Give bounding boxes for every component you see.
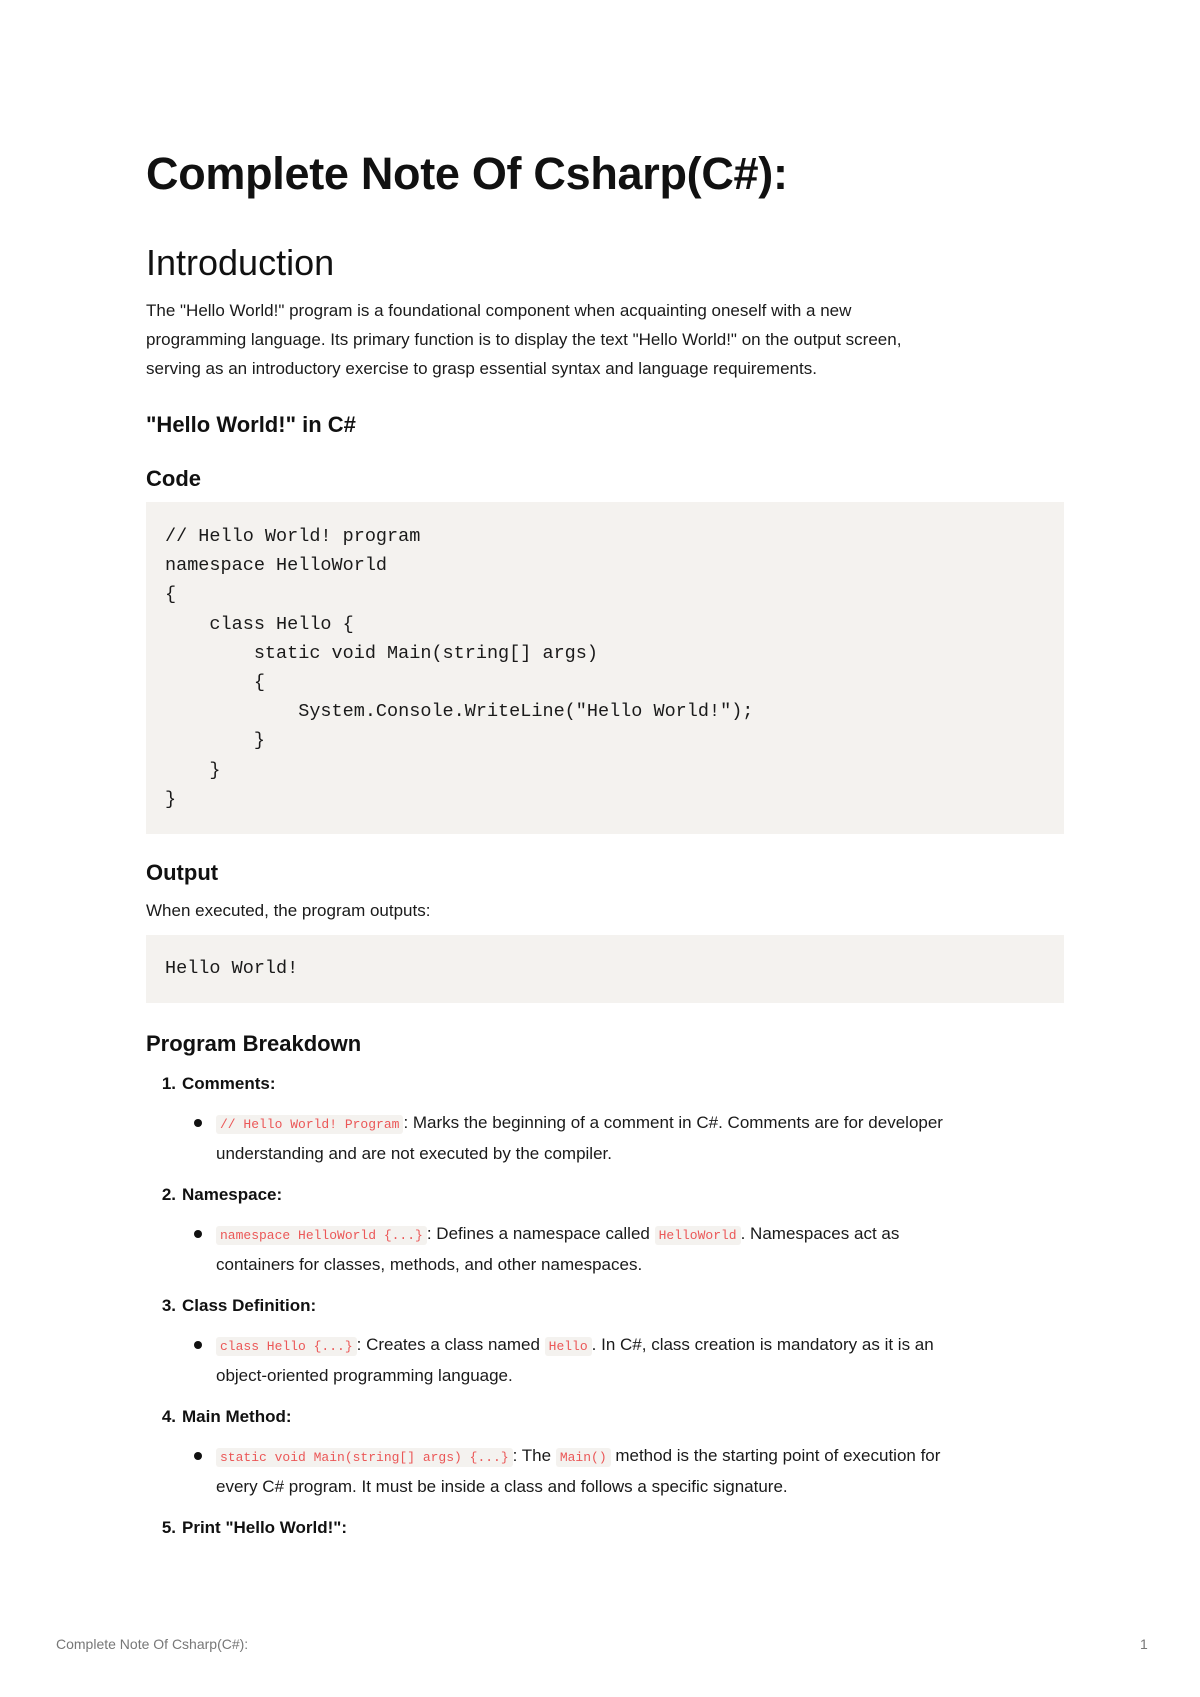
item-description — [216, 1441, 1046, 1501]
item-text: . Namespaces act as — [740, 1224, 900, 1243]
code-line: namespace HelloWorld — [165, 555, 388, 577]
item-title: Namespace: — [182, 1185, 283, 1204]
item-description — [216, 1219, 1046, 1279]
code-line: static void Main(string[] args) — [165, 642, 598, 664]
item-text: method is the starting point of execution for — [610, 1446, 941, 1465]
item-text: : Marks the beginning of a comment in C#. Comments are for developer — [403, 1113, 943, 1132]
code-line: { — [165, 584, 177, 606]
footer-page-number: 1 — [1140, 1636, 1148, 1652]
bullet-icon — [194, 1452, 202, 1460]
code-heading: Code — [146, 466, 201, 491]
code-line: } — [165, 730, 265, 752]
output-code-line: Hello World! — [165, 958, 299, 979]
item-text: : Defines a namespace called — [426, 1224, 655, 1243]
inline-code: Main() — [556, 1448, 611, 1467]
item-description — [216, 1330, 1046, 1390]
output-description: When executed, the program outputs: — [146, 901, 431, 920]
hello-world-heading: "Hello World!" in C# — [146, 412, 356, 437]
page-title: Complete Note Of Csharp(C#): — [146, 148, 788, 199]
item-text: understanding and are not executed by the compiler. — [216, 1144, 612, 1163]
breakdown-heading: Program Breakdown — [146, 1031, 362, 1056]
code-line: class Hello { — [165, 613, 354, 635]
code-line: { — [165, 671, 265, 693]
item-text: object-oriented programming language. — [216, 1366, 513, 1385]
code-line: } — [165, 788, 177, 810]
bullet-icon — [194, 1230, 202, 1238]
item-text: every C# program. It must be inside a class and follows a specific signature. — [216, 1477, 788, 1496]
bullet-icon — [194, 1341, 202, 1349]
item-text: . In C#, class creation is mandatory as it is an — [591, 1335, 934, 1354]
intro-paragraph — [146, 296, 901, 383]
inline-code: class Hello {...} — [216, 1337, 357, 1356]
item-description — [216, 1108, 1046, 1168]
output-heading: Output — [146, 860, 219, 885]
item-number: 4. — [161, 1407, 176, 1426]
item-title: Print "Hello World!": — [182, 1518, 348, 1537]
item-title: Main Method: — [182, 1407, 292, 1426]
intro-line: serving as an introductory exercise to grasp essential syntax and language requirements. — [146, 359, 817, 378]
item-text: containers for classes, methods, and other namespaces. — [216, 1255, 643, 1274]
item-number: 3. — [161, 1296, 176, 1315]
item-text: : The — [512, 1446, 556, 1465]
item-number: 5. — [161, 1518, 176, 1537]
item-number: 2. — [161, 1185, 176, 1204]
output-code-block[interactable] — [146, 935, 1064, 1003]
inline-code: // Hello World! Program — [216, 1115, 403, 1134]
intro-line: programming language. Its primary function is to display the text "Hello World!" on the output screen, — [146, 330, 902, 349]
code-line: System.Console.WriteLine("Hello World!"); — [165, 701, 754, 723]
footer-document-title: Complete Note Of Csharp(C#): — [56, 1636, 249, 1652]
item-title: Comments: — [182, 1074, 276, 1093]
inline-code: namespace HelloWorld {...} — [216, 1226, 427, 1245]
intro-heading: Introduction — [146, 242, 335, 283]
item-text: : Creates a class named — [356, 1335, 545, 1354]
item-title: Class Definition: — [182, 1296, 317, 1315]
code-line: } — [165, 759, 221, 781]
inline-code: Hello — [545, 1337, 592, 1356]
inline-code: HelloWorld — [655, 1226, 741, 1245]
item-number: 1. — [161, 1074, 176, 1093]
inline-code: static void Main(string[] args) {...} — [216, 1448, 513, 1467]
code-block[interactable] — [146, 502, 1064, 834]
code-line: // Hello World! program — [165, 526, 421, 547]
intro-line: The "Hello World!" program is a foundational component when acquainting oneself with a new — [146, 301, 852, 320]
bullet-icon — [194, 1119, 202, 1127]
